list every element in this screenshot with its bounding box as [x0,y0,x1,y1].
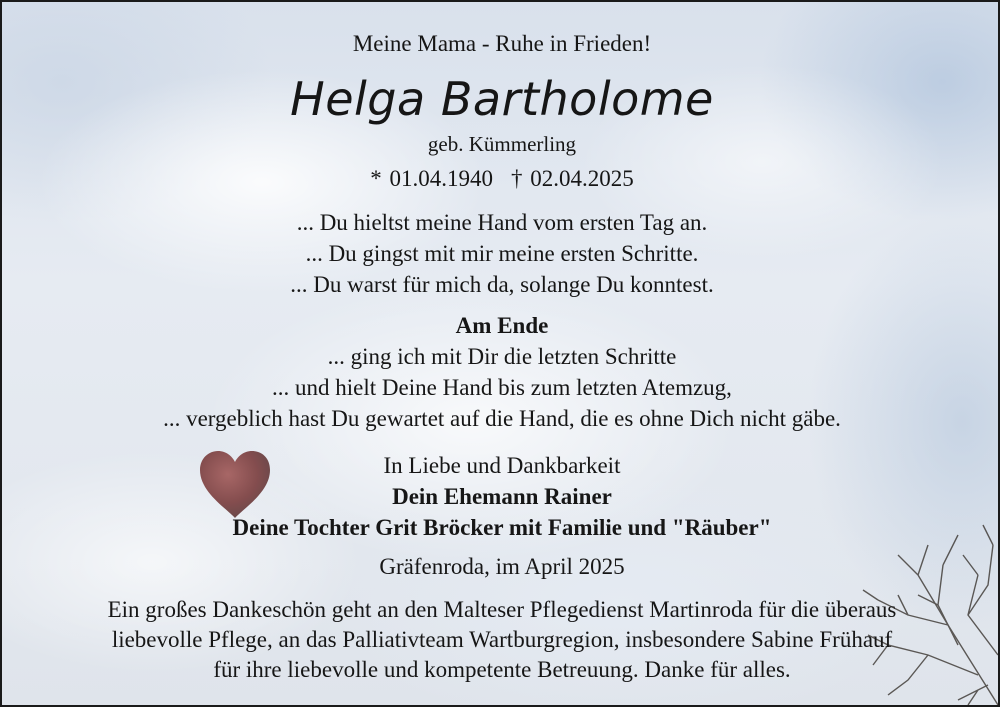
life-dates [2,165,1000,193]
verse2-line-3: ... vergeblich hast Du gewartet auf die Hand, die es ohne Dich nicht gäbe. [163,406,841,431]
thanks-line-3: für ihre liebevolle und kompetente Betreuung. Danke für alles. [213,657,791,682]
verse2-line-2: ... und hielt Deine Hand bis zum letzten Atemzug, [272,375,732,400]
verse1-line-1: ... Du hieltst meine Hand vom ersten Tag an. [296,210,708,235]
verse2-heading: Am Ende [455,313,549,338]
birth-date: * 01.04.1940 [370,166,493,191]
mourner-husband: Dein Ehemann Rainer [392,484,612,509]
mourner-daughter: Deine Tochter Grit Bröcker mit Familie und "Räuber" [232,515,772,540]
verse1-line-2: ... Du gingst mit mir meine ersten Schritte. [305,241,699,266]
intro-line: Meine Mama - Ruhe in Frieden! [352,31,652,56]
place-date: Gräfenroda, im April 2025 [379,554,625,579]
deceased-name: Helga Bartholome [290,72,714,126]
thanks-line-2: liebevolle Pflege, an das Palliativteam Wartburgregion, insbesondere Sabine Frühauf [111,627,893,652]
mourners-intro: In Liebe und Dankbarkeit [383,453,621,478]
verse1-line-3: ... Du warst für mich da, solange Du konntest. [290,272,714,297]
thanks-line-1: Ein großes Dankeschön geht an den Malteser Pflegedienst Martinroda für die überaus [107,597,897,622]
death-date: † 02.04.2025 [511,166,634,191]
birth-name: geb. Kümmerling [427,132,577,156]
verse2-line-1: ... ging ich mit Dir die letzten Schritte [327,344,677,369]
